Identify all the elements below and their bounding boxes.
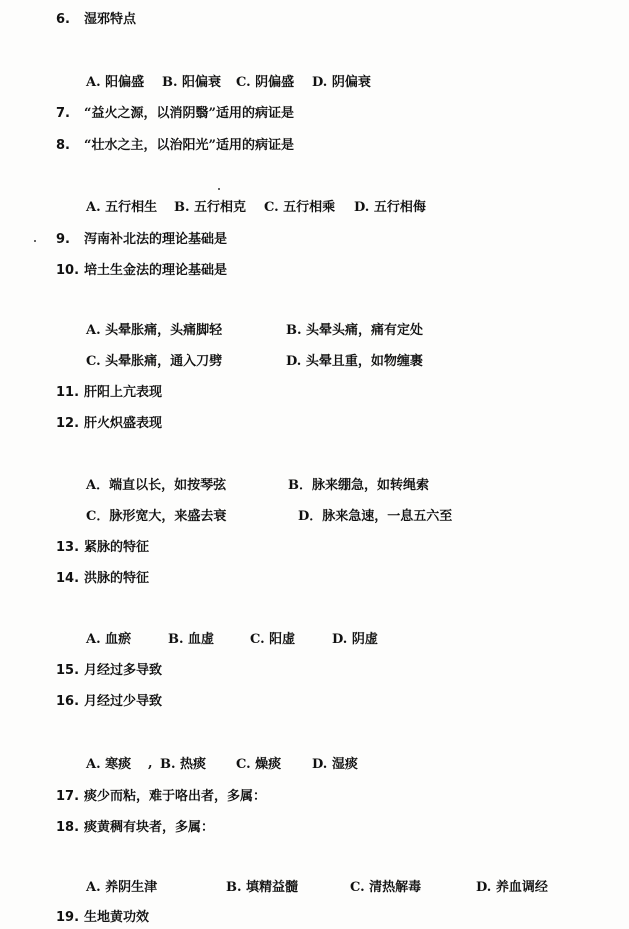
question-text: 痰少而粘，难于咯出者，多属：: [84, 789, 267, 804]
question-number: 8.: [56, 138, 70, 153]
question-text: 月经过少导致: [84, 694, 163, 709]
option-b: B. 五行相克: [174, 200, 247, 215]
question-number: 9.: [56, 232, 70, 247]
scan-speck: [34, 240, 36, 242]
option-d: D. 湿痰: [312, 757, 358, 772]
question-text: 湿邪特点: [84, 12, 137, 27]
question-number: 17.: [56, 789, 80, 804]
question-number: 19.: [56, 910, 80, 925]
question-number: 12.: [56, 416, 80, 431]
question-text: 泻南补北法的理论基础是: [84, 232, 228, 247]
question-text: 痰黄稠有块者，多属：: [84, 820, 215, 835]
option-b: B. 头晕头痛，痛有定处: [286, 323, 424, 338]
question-number: 10.: [56, 263, 80, 278]
option-a: A. 阳偏盛: [86, 75, 145, 90]
option-a: A. 血瘀: [86, 632, 132, 647]
question-number: 18.: [56, 820, 80, 835]
option-c: C. 五行相乘: [264, 200, 336, 215]
question-text: “壮水之主，以治阳光”适用的病证是: [84, 138, 294, 153]
scan-mark: ,: [148, 756, 153, 771]
scan-speck: [218, 188, 220, 190]
option-c: C. 燥痰: [236, 757, 282, 772]
option-a: A．端直以长，如按琴弦: [86, 478, 227, 493]
option-a: A. 寒痰: [86, 757, 132, 772]
option-c: C. 头晕胀痛，通入刀劈: [86, 354, 223, 369]
option-b: B. 热痰: [160, 757, 207, 772]
question-number: 6.: [56, 12, 70, 27]
question-number: 15.: [56, 663, 80, 678]
option-a: A. 养阴生津: [86, 880, 158, 895]
option-d: D. 五行相侮: [354, 200, 426, 215]
option-d: D．脉来急速，一息五六至: [298, 509, 453, 524]
question-text: 紧脉的特征: [84, 540, 150, 555]
option-b: B. 填精益髓: [226, 880, 299, 895]
option-d: D. 阴偏衰: [312, 75, 371, 90]
option-b: B. 阳偏衰: [162, 75, 222, 90]
question-text: 月经过多导致: [84, 663, 163, 678]
question-number: 13.: [56, 540, 80, 555]
question-text: 洪脉的特征: [84, 571, 150, 586]
option-c: C. 阴偏盛: [236, 75, 295, 90]
option-c: C．脉形宽大，来盛去衰: [86, 509, 227, 524]
option-a: A. 五行相生: [86, 200, 158, 215]
option-c: C. 阳虚: [250, 632, 296, 647]
question-number: 14.: [56, 571, 80, 586]
option-d: D. 养血调经: [476, 880, 548, 895]
option-a: A. 头晕胀痛，头痛脚轻: [86, 323, 223, 338]
question-text: 培土生金法的理论基础是: [84, 263, 228, 278]
option-b: B. 血虚: [168, 632, 215, 647]
option-c: C. 清热解毒: [350, 880, 422, 895]
question-number: 16.: [56, 694, 80, 709]
question-number: 11.: [56, 385, 80, 400]
question-text: 生地黄功效: [84, 910, 150, 925]
question-text: “益火之源，以消阴翳”适用的病证是: [84, 106, 294, 121]
question-text: 肝阳上亢表现: [84, 385, 163, 400]
option-b: B．脉来绷急，如转绳索: [288, 478, 429, 493]
option-d: D. 阴虚: [332, 632, 378, 647]
question-number: 7.: [56, 106, 70, 121]
option-d: D. 头晕且重，如物缠裹: [286, 354, 423, 369]
question-text: 肝火炽盛表现: [84, 416, 163, 431]
